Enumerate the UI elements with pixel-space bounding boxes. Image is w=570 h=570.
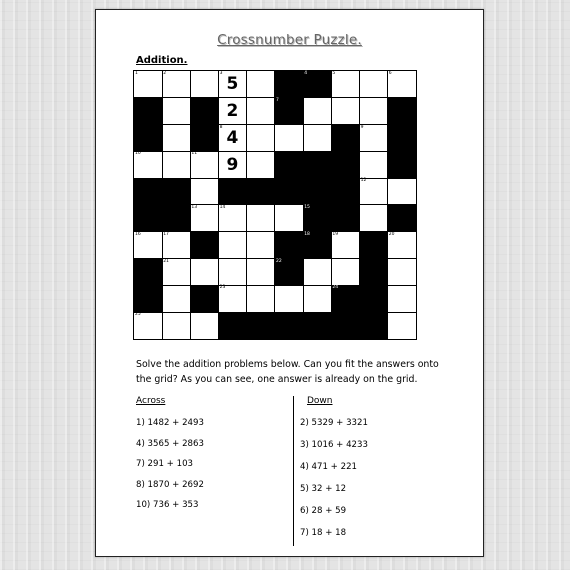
grid-cell-black [360,312,389,339]
clue-number: 5 [332,71,336,76]
grid-cell[interactable] [219,125,248,152]
grid-cell[interactable] [162,285,191,312]
grid-cell[interactable] [388,232,416,259]
down-heading: Down [307,396,333,406]
grid-cell-black [190,232,219,259]
clue-number: 10 [135,151,141,157]
grid-cell-black [331,285,360,312]
filled-digit: 4 [226,127,239,148]
filled-digit: 9 [226,154,239,175]
grid-cell-black [134,125,163,152]
down-clue: 4) 471 + 221 [300,462,358,472]
across-clue: 1) 1482 + 2493 [136,418,204,428]
grid-cell-black [275,98,304,125]
grid-cell[interactable] [247,125,276,152]
clue-number: 13 [191,205,198,210]
grid-cell[interactable] [331,232,360,259]
grid-cell[interactable] [388,259,416,286]
grid-cell[interactable] [162,232,191,259]
grid-cell[interactable] [190,151,219,178]
instructions-text: Solve the addition problems below. Can you fit the answers onto the grid? As you can see, one answer is already on the grid. [136,359,439,385]
clue-number: 14 [219,205,226,210]
grid-cell[interactable] [162,151,191,178]
grid-cell-black [303,232,332,259]
clue-number: 9 [360,124,364,130]
grid-cell[interactable] [162,98,191,125]
clue-number: 23 [219,285,226,291]
grid-cell[interactable] [190,178,219,205]
clue-number: 25 [135,312,141,318]
clue-number: 19 [332,231,339,237]
clue-number: 4 [304,71,308,76]
grid-cell[interactable] [331,98,360,125]
grid-cell[interactable] [247,232,276,259]
down-clue: 5) 32 + 12 [300,484,347,494]
grid-cell[interactable] [247,259,276,286]
grid-cell-black [134,285,163,312]
grid-cell-black [247,178,276,205]
grid-cell[interactable] [134,312,163,339]
grid-cell-black [275,151,304,178]
clue-number: 17 [163,231,169,237]
clue-number: 12 [360,178,367,184]
grid-cell[interactable] [162,71,191,98]
grid-cell[interactable] [190,71,219,98]
grid-cell-black [275,259,304,286]
across-heading: Across [136,396,166,406]
grid-cell[interactable] [162,125,191,152]
grid-cell[interactable] [219,98,248,125]
grid-cell[interactable] [219,71,248,98]
grid-cell-black [331,178,360,205]
grid-cell[interactable] [360,71,389,98]
grid-cell[interactable] [360,205,389,232]
grid-cell[interactable] [247,71,276,98]
across-clue: 7) 291 + 103 [136,459,194,469]
clue-number: 8 [219,124,223,130]
grid-cell[interactable] [219,285,248,312]
grid-cell-black [303,205,332,232]
grid-cell-black [162,178,191,205]
down-clue: 2) 5329 + 3321 [300,418,368,428]
grid-cell[interactable] [190,205,219,232]
clue-number: 20 [388,231,395,237]
grid-cell[interactable] [360,125,389,152]
grid-cell[interactable] [219,259,248,286]
clue-number: 21 [163,258,169,264]
grid-cell[interactable] [360,98,389,125]
grid-cell-black [190,98,219,125]
grid-cell[interactable] [388,285,416,312]
grid-cell-black [275,71,304,98]
clue-number: 2 [163,71,167,76]
grid-cell-black [162,205,191,232]
grid-cell[interactable] [275,285,304,312]
across-clue: 4) 3565 + 2863 [136,438,204,449]
grid-cell-black [134,259,163,286]
grid-cell[interactable] [190,259,219,286]
clue-number: 3 [219,71,223,76]
grid-cell[interactable] [303,125,332,152]
filled-digit: 5 [226,74,239,95]
grid-cell[interactable] [134,151,163,178]
grid-cell-black [303,71,332,98]
clue-number: 11 [191,151,198,157]
grid-cell[interactable] [247,285,276,312]
grid-cell-black [134,205,163,232]
grid-cell[interactable] [219,205,248,232]
grid-cell[interactable] [360,151,389,178]
grid-cell[interactable] [134,71,163,98]
grid-cell[interactable] [388,312,416,339]
clue-number: 7 [276,97,279,103]
grid-cell-black [360,285,389,312]
grid-cell-black [331,125,360,152]
crossnumber-grid [133,70,417,340]
grid-cell[interactable] [303,98,332,125]
grid-cell-black [360,259,389,286]
grid-cell[interactable] [303,259,332,286]
grid-cell-black [275,178,304,205]
grid-cell-black [275,312,304,339]
grid-cell-black [360,232,389,259]
grid-cell[interactable] [275,205,304,232]
clue-number: 1 [135,71,138,76]
grid-cell[interactable] [219,151,248,178]
grid-cell[interactable] [247,151,276,178]
grid-cell[interactable] [388,71,416,98]
clue-number: 15 [304,205,310,210]
grid-cell[interactable] [190,312,219,339]
grid-cell-black [388,151,416,178]
clue-number: 24 [332,285,339,291]
clue-number: 16 [135,231,141,237]
grid-cell[interactable] [134,232,163,259]
grid-cell[interactable] [360,178,389,205]
grid-cell-black [134,98,163,125]
grid-cell-black [388,125,416,152]
grid-cell-black [388,205,416,232]
grid-cell[interactable] [331,71,360,98]
down-clue: 6) 28 + 59 [300,506,347,516]
grid-cell-black [388,98,416,125]
grid-cell-black [331,151,360,178]
grid-cell-black [247,312,276,339]
grid-cell[interactable] [162,259,191,286]
across-clue: 8) 1870 + 2692 [136,479,204,490]
grid-cell-black [303,312,332,339]
across-clue: 10) 736 + 353 [136,500,199,510]
clue-number: 18 [304,231,310,237]
column-divider [293,396,294,546]
grid-cell-black [134,178,163,205]
puzzle-sheet [95,9,484,557]
grid-cell[interactable] [219,232,248,259]
grid-cell-black [303,178,332,205]
grid-cell[interactable] [247,205,276,232]
filled-digit: 2 [226,100,239,121]
grid-cell[interactable] [247,98,276,125]
grid-cell[interactable] [331,259,360,286]
grid-cell-black [219,312,248,339]
grid-cell[interactable] [388,178,416,205]
grid-cell[interactable] [303,285,332,312]
grid-cell-black [275,232,304,259]
grid-cell-black [190,125,219,152]
down-clue: 7) 18 + 18 [300,528,347,538]
clue-number: 6 [388,71,392,76]
grid-cell-black [190,285,219,312]
grid-cell-black [219,178,248,205]
grid-cell[interactable] [162,312,191,339]
down-clue: 3) 1016 + 4233 [300,440,368,450]
grid-cell[interactable] [275,125,304,152]
puzzle-subtitle: Addition. [136,55,188,66]
page-title: Crossnumber Puzzle. [217,32,362,48]
grid-cell-black [331,205,360,232]
grid-cell-black [331,312,360,339]
clue-number: 22 [276,258,282,264]
grid-cell-black [303,151,332,178]
